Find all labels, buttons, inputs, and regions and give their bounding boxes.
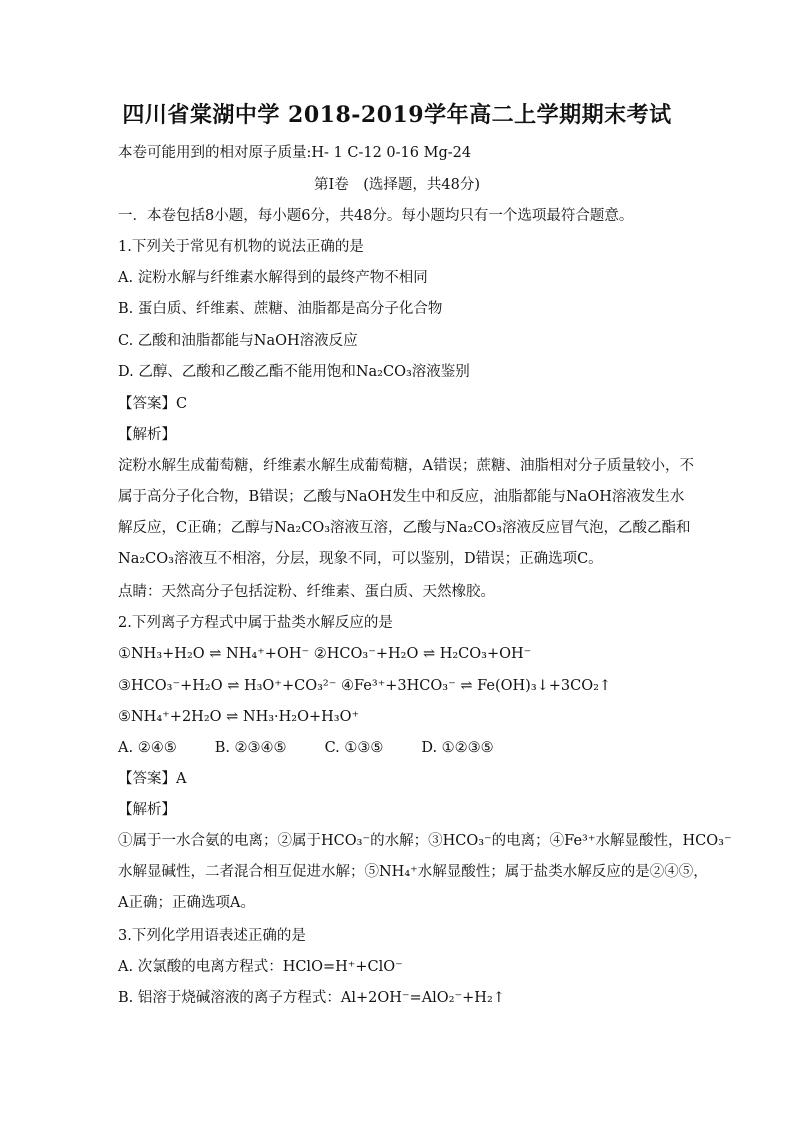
question-2-equation-3: ⑤NH₄⁺+2H₂O ⇌ NH₃·H₂O+H₃O⁺ [118, 709, 360, 725]
question-2-equation-2: ③HCO₃⁻+H₂O ⇌ H₃O⁺+CO₃²⁻ ④Fe³⁺+3HCO₃⁻ ⇌ Fe(OH)₃↓+3CO₂↑ [118, 678, 612, 694]
question-2-option-d: D. ①②③⑤ [421, 740, 494, 756]
question-1-option-b: B. 蛋白质、纤维素、蔗糖、油脂都是高分子化合物 [118, 301, 443, 317]
question-1-option-d: D. 乙醇、乙酸和乙酸乙酯不能用饱和Na₂CO₃溶液鉴别 [118, 364, 470, 380]
question-1-stem: 1.下列关于常见有机物的说法正确的是 [118, 239, 364, 255]
question-2-analysis [118, 826, 732, 919]
question-1-note: 点睛：天然高分子包括淀粉、纤维素、蛋白质、天然橡胶。 [118, 584, 495, 600]
analysis-line: 淀粉水解生成葡萄糖，纤维素水解生成葡萄糖，A错误；蔗糖、油脂相对分子质量较小，不 [118, 458, 694, 474]
section-title: 第Ⅰ卷 (选择题，共48分) [314, 177, 480, 193]
question-2-option-b: B. ②③④⑤ [214, 740, 287, 756]
question-3-option-a: A. 次氯酸的电离方程式：HClO=H⁺+ClO⁻ [118, 959, 403, 975]
question-1-answer: 【答案】C [118, 396, 188, 412]
question-2-analysis-label: 【解析】 [118, 802, 176, 818]
atomic-masses-note: 本卷可能用到的相对原子质量:H- 1 C-12 0-16 Mg-24 [118, 145, 472, 161]
question-2-option-c: C. ①③⑤ [324, 740, 384, 756]
analysis-line: 解反应，C正确；乙醇与Na₂CO₃溶液互溶，乙酸与Na₂CO₃溶液反应冒气泡，乙酸乙酯和 [118, 520, 691, 536]
question-3-stem: 3.下列化学用语表述正确的是 [118, 928, 306, 944]
question-1-analysis-label: 【解析】 [118, 427, 176, 443]
question-1-option-c: C. 乙酸和油脂都能与NaOH溶液反应 [118, 333, 358, 349]
analysis-line: A正确；正确选项A。 [118, 895, 255, 911]
question-2-options [118, 738, 688, 758]
analysis-line: 水解显碱性，二者混合相互促进水解；⑤NH₄⁺水解显酸性；属于盐类水解反应的是②④⑤， [118, 864, 708, 880]
analysis-line: ①属于一水合氨的电离；②属于HCO₃⁻的水解；③HCO₃⁻的电离；④Fe³⁺水解显酸性，HCO₃⁻ [118, 833, 732, 849]
analysis-line: Na₂CO₃溶液互不相溶，分层，现象不同，可以鉴别，D错误；正确选项C。 [118, 551, 603, 567]
question-1-analysis [118, 451, 694, 575]
question-2-stem: 2.下列离子方程式中属于盐类水解反应的是 [118, 615, 393, 631]
question-3-option-b: B. 铝溶于烧碱溶液的离子方程式：Al+2OH⁻=AlO₂⁻+H₂↑ [118, 990, 505, 1006]
question-2-answer: 【答案】A [118, 771, 187, 787]
analysis-line: 属于高分子化合物，B错误；乙酸与NaOH发生中和反应，油脂都能与NaOH溶液发生水 [118, 489, 685, 505]
question-2-equation-1: ①NH₃+H₂O ⇌ NH₄⁺+OH⁻ ②HCO₃⁻+H₂O ⇌ H₂CO₃+OH⁻ [118, 646, 532, 662]
page-title: 四川省棠湖中学 2018-2019学年高二上学期期末考试 [122, 102, 672, 128]
question-1-option-a: A. 淀粉水解与纤维素水解得到的最终产物不相同 [118, 270, 428, 286]
question-2-option-a: A. ②④⑤ [118, 740, 177, 756]
section-instruction: 一．本卷包括8小题，每小题6分，共48分。每小题均只有一个选项最符合题意。 [118, 208, 634, 224]
